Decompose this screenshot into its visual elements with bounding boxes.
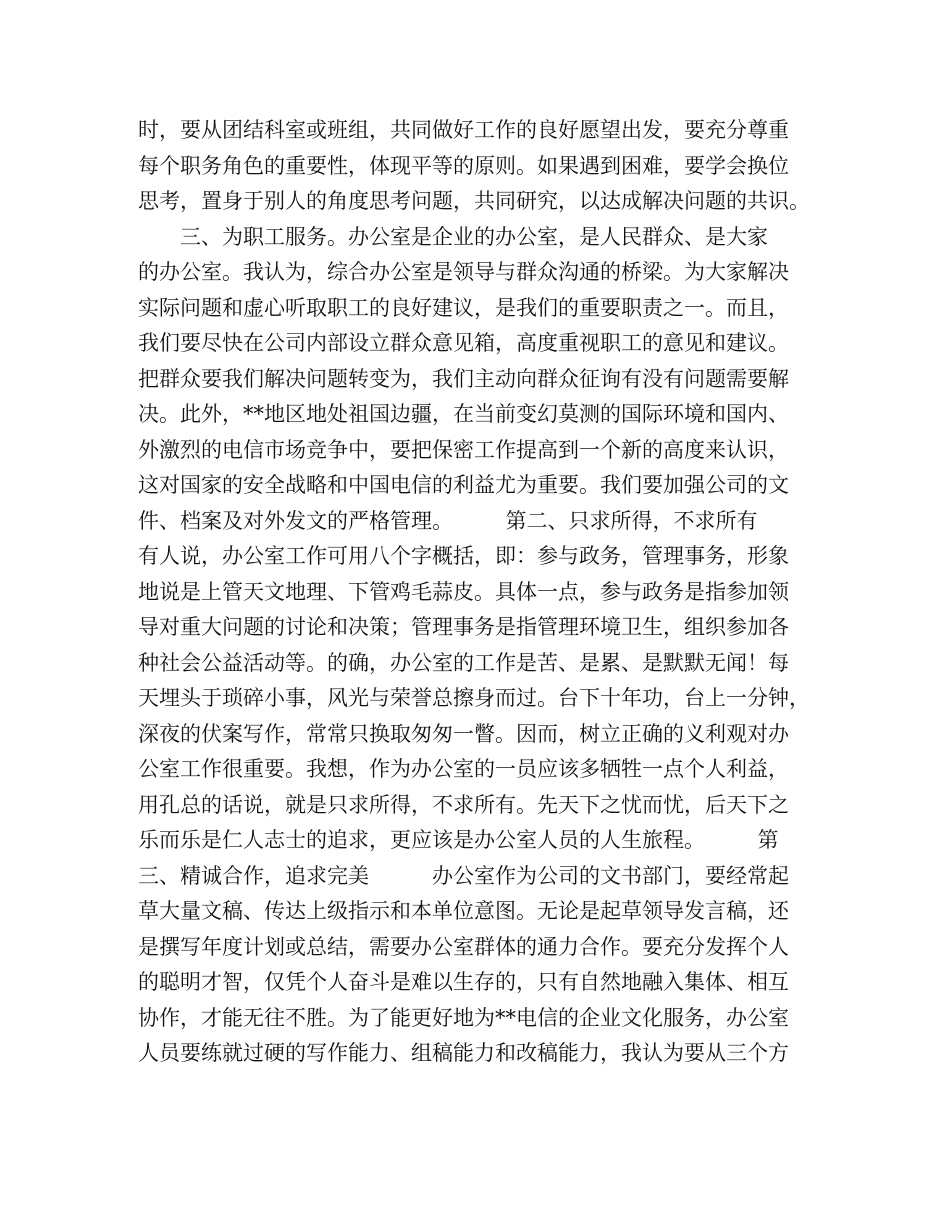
text-line: 草大量文稿、传达上级指示和本单位意图。无论是起草领导发言稿，还 xyxy=(138,899,789,923)
text-line: 是撰写年度计划或总结，需要办公室群体的通力合作。要充分发挥个人 xyxy=(138,934,789,959)
text-line: 思考，置身于别人的角度思考问题，共同研究，以达成解决问题的共识。 xyxy=(138,189,810,213)
text-line: 件、档案及对外发文的严格管理。 第二、只求所得，不求所有 xyxy=(138,508,758,533)
body-text xyxy=(138,113,828,1072)
text-line: 地说是上管天文地理、下管鸡毛蒜皮。具体一点，参与政务是指参加领 xyxy=(138,579,789,604)
text-line: 实际问题和虚心听取职工的良好建议，是我们的重要职责之一。而且， xyxy=(138,295,789,320)
text-line: 种社会公益活动等。的确，办公室的工作是苦、是累、是默默无闻！每 xyxy=(138,650,789,675)
text-line: 用孔总的话说，就是只求所得，不求所有。先天下之忧而忧，后天下之 xyxy=(138,792,789,817)
text-line: 外激烈的电信市场竞争中，要把保密工作提高到一个新的高度来认识， xyxy=(138,437,789,462)
text-line: 协作，才能无往不胜。为了能更好地为**电信的企业文化服务，办公室 xyxy=(138,1005,789,1030)
text-line: 这对国家的安全战略和中国电信的利益尤为重要。我们要加强公司的文 xyxy=(138,473,789,497)
text-line: 三、为职工服务。办公室是企业的办公室，是人民群众、是大家 xyxy=(138,224,768,249)
text-line: 每个职务角色的重要性，体现平等的原则。如果遇到困难，要学会换位 xyxy=(138,153,789,178)
text-line: 决。此外，**地区地处祖国边疆，在当前变幻莫测的国际环境和国内、 xyxy=(138,402,789,426)
text-line: 导对重大问题的讨论和决策；管理事务是指管理环境卫生，组织参加各 xyxy=(138,615,789,639)
text-line: 把群众要我们解决问题转变为，我们主动向群众征询有没有问题需要解 xyxy=(138,366,789,391)
text-line: 深夜的伏案写作，常常只换取匆匆一瞥。因而，树立正确的义利观对办 xyxy=(138,721,789,746)
text-line: 人员要练就过硬的写作能力、组稿能力和改稿能力，我认为要从三个方 xyxy=(138,1041,789,1065)
text-line: 的办公室。我认为，综合办公室是领导与群众沟通的桥梁。为大家解决 xyxy=(138,260,789,284)
text-line: 公室工作很重要。我想，作为办公室的一员应该多牺牲一点个人利益， xyxy=(138,757,789,781)
text-line: 有人说，办公室工作可用八个字概括，即：参与政务，管理事务，形象 xyxy=(138,544,789,568)
text-line: 时，要从团结科室或班组，共同做好工作的良好愿望出发，要充分尊重 xyxy=(138,118,789,142)
text-line: 的聪明才智，仅凭个人奋斗是难以生存的，只有自然地融入集体、相互 xyxy=(138,970,789,994)
text-line: 乐而乐是仁人志士的追求，更应该是办公室人员的人生旅程。 第 xyxy=(138,828,779,852)
text-line: 天埋头于琐碎小事，风光与荣誉总擦身而过。台下十年功，台上一分钟， xyxy=(138,686,810,710)
text-line: 我们要尽快在公司内部设立群众意见箱，高度重视职工的意见和建议。 xyxy=(138,331,789,355)
text-line: 三、精诚合作，追求完美 办公室作为公司的文书部门，要经常起 xyxy=(138,863,789,888)
